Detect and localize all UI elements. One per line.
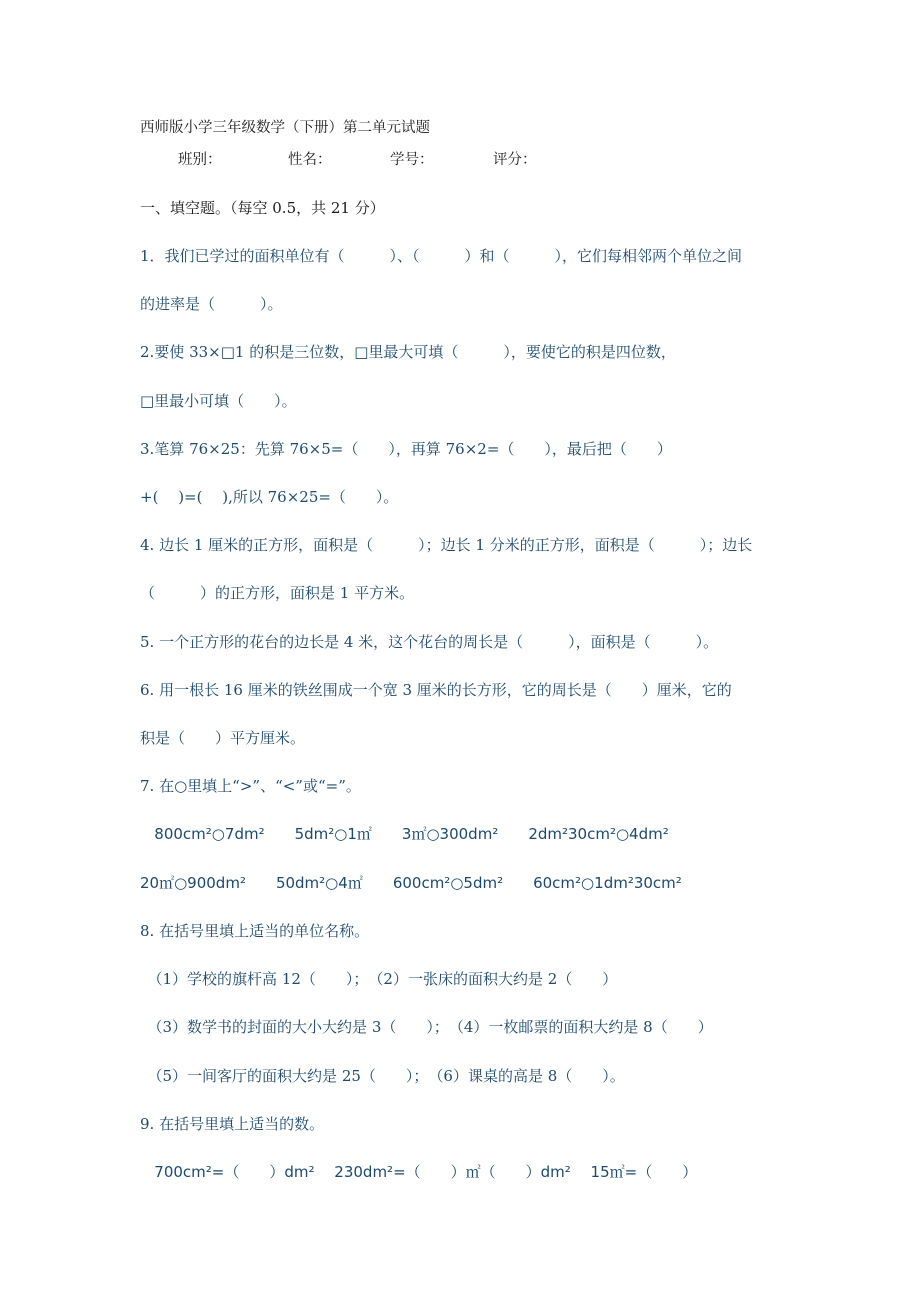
question-line: 5. 一个正方形的花台的边长是 4 米，这个花台的周长是（ ），面积是（ ）。 (140, 633, 719, 651)
question-line: 2.要使 33×□1 的积是三位数，□里最大可填（ ），要使它的积是四位数， (140, 343, 676, 361)
question-line: 6. 用一根长 16 厘米的铁丝围成一个宽 3 厘米的长方形，它的周长是（ ）厘米，它的 (140, 681, 732, 699)
question-line: 8. 在括号里填上适当的单位名称。 (140, 922, 370, 940)
question-line: 的进率是（ ）。 (140, 295, 283, 313)
name-label: 性名： (288, 152, 332, 168)
question-line: 1．我们已学过的面积单位有（ ）、（ ）和（ ），它们每相邻两个单位之间 (140, 247, 743, 265)
question-line: □里最小可填（ ）。 (140, 392, 297, 410)
question-line: （3）数学书的封面的大小大约是 3（ ）； （4）一枚邮票的面积大约是 8（ ） (140, 1018, 713, 1036)
page-title: 西师版小学三年级数学（下册）第二单元试题 (140, 120, 430, 136)
question-line: 7. 在○里填上“>”、“<”或“=”。 (140, 777, 361, 795)
question-line: 700cm²=（ ）dm² 230dm²=（ ）㎡（ ）dm² 15㎡=（ ） (140, 1163, 698, 1181)
question-line: 4. 边长 1 厘米的正方形，面积是（ ）；边长 1 分米的正方形，面积是（ ）；边长 (140, 536, 753, 554)
number-label: 学号： (390, 152, 434, 168)
score-label: 评分： (493, 152, 537, 168)
question-line: 3.笔算 76×25：先算 76×5=（ ），再算 76×2=（ ），最后把（ ） (140, 440, 672, 458)
question-line: （ ）的正方形，面积是 1 平方米。 (140, 584, 415, 602)
question-line: 20㎡○900dm² 50dm²○4㎡ 600cm²○5dm² 60cm²○1dm²30cm² (140, 874, 682, 892)
student-info-row (178, 150, 537, 170)
question-line: 800cm²○7dm² 5dm²○1㎡ 3㎡○300dm² 2dm²30cm²○4dm² (140, 825, 669, 843)
question-line: +( )=( ),所以 76×25=（ ）。 (140, 488, 399, 506)
question-line: （5）一间客厅的面积大约是 25（ ）； （6）课桌的高是 8（ ）。 (140, 1067, 625, 1085)
section-heading: 一、填空题。（每空 0.5，共 21 分） (140, 199, 385, 217)
question-line: 9. 在括号里填上适当的数。 (140, 1115, 325, 1133)
question-line: （1）学校的旗杆高 12（ ）； （2）一张床的面积大约是 2（ ） (140, 970, 618, 988)
class-label: 班别： (178, 152, 222, 168)
question-line: 积是（ ）平方厘米。 (140, 729, 306, 747)
